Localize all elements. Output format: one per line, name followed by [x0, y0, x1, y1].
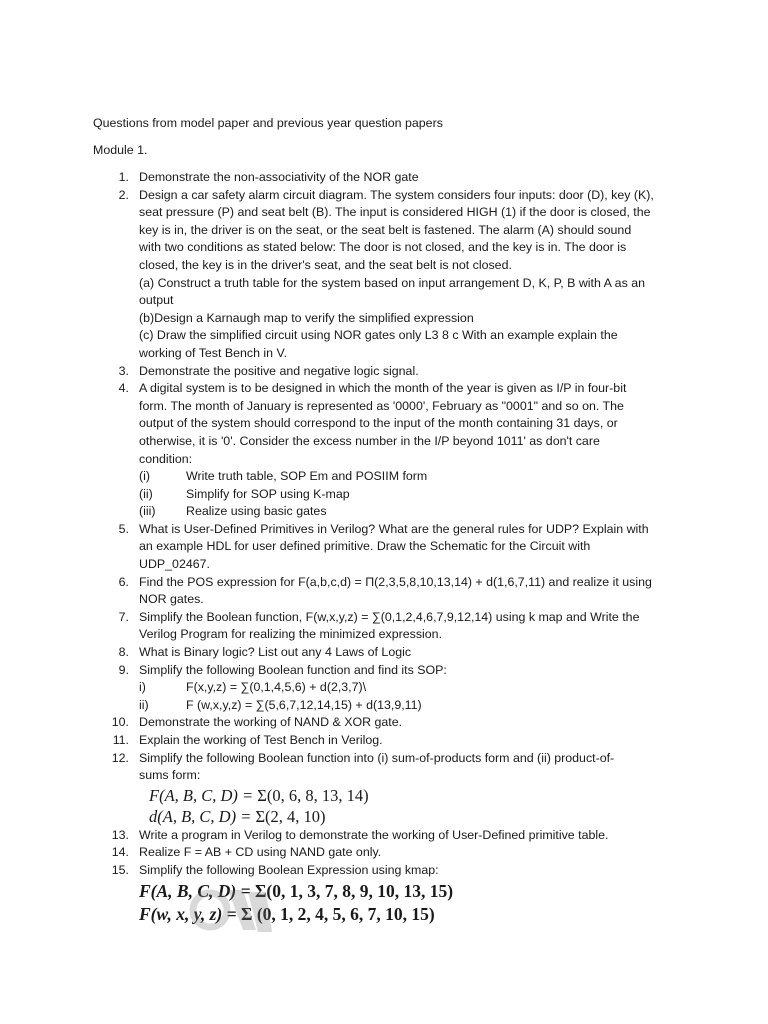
question-item — [0, 644, 669, 662]
question-text-line: working of Test Bench in V. — [139, 345, 288, 360]
question-text-line: condition: — [139, 451, 193, 466]
question-text-line: (a) Construct a truth table for the system based on input arrangement D, K, P, B with A as an — [139, 275, 645, 290]
question-number: 13. — [111, 827, 129, 842]
question-number: 3. — [118, 363, 129, 378]
question-item — [0, 827, 669, 845]
question-number: 15. — [111, 862, 129, 877]
question-number: 9. — [118, 662, 129, 677]
math-formula — [139, 880, 669, 903]
question-text-line: output of the system should correspond to the input of the month containing 31 days, or — [139, 416, 618, 431]
sub-question — [139, 486, 669, 504]
question-text-line: Demonstrate the non-associativity of the NOR gate — [139, 170, 419, 184]
sub-question-text: Write truth table, SOP Em and POSIIM form — [186, 469, 428, 484]
question-text-line: Explain the working of Test Bench in Verilog. — [139, 733, 383, 747]
sub-question — [139, 697, 669, 715]
sub-question-text: F(x,y,z) = ∑(0,1,4,5,6) + d(2,3,7)\ — [186, 680, 367, 695]
question-number: 12. — [111, 750, 129, 765]
question-text-line: otherwise, it is '0'. Consider the excess number in the I/P beyond 1011' as don't care — [139, 433, 600, 448]
question-item — [0, 714, 669, 732]
question-text-line: Simplify the following Boolean function and find its SOP: — [139, 662, 447, 677]
question-item — [0, 662, 669, 715]
question-item — [0, 363, 669, 381]
question-text-line: an example HDL for user defined primitive. Draw the Schematic for the Circuit with — [139, 539, 591, 554]
question-item — [0, 380, 669, 521]
question-text-line: Demonstrate the positive and negative logic signal. — [139, 363, 419, 378]
question-text-line: UDP_02467. — [139, 557, 210, 572]
sub-question-text: Realize using basic gates — [186, 504, 327, 519]
question-item — [0, 862, 669, 926]
question-text-line: Design a car safety alarm circuit diagram. The system considers four inputs: door (D), key (K), — [139, 187, 654, 202]
sub-question-label: ii) — [139, 697, 149, 712]
question-item — [0, 169, 669, 187]
math-formula — [139, 785, 669, 806]
sub-question — [139, 468, 669, 486]
sub-question-label: (ii) — [139, 486, 153, 501]
question-number: 6. — [118, 574, 129, 589]
sub-question-text: Simplify for SOP using K-map — [186, 486, 350, 501]
formula-rhs: Σ(0, 1, 3, 7, 8, 9, 10, 13, 15) — [254, 880, 454, 901]
question-list — [0, 169, 768, 926]
question-text-line: NOR gates. — [139, 592, 204, 607]
formula-rhs: Σ(0, 6, 8, 13, 14) — [257, 785, 369, 805]
question-text-line: Demonstrate the working of NAND & XOR gate. — [139, 715, 403, 730]
sub-question-text: F (w,x,y,z) = ∑(5,6,7,12,14,15) + d(13,9,11) — [186, 697, 422, 712]
question-text-line: What is User-Defined Primitives in Verilog? What are the general rules for UDP? Explain with — [139, 521, 649, 536]
sub-question — [139, 679, 669, 697]
question-text-line: with two conditions as stated below: The door is not closed, and the key is in. The door is — [139, 240, 627, 255]
question-text-line: Write a program in Verilog to demonstrate the working of User-Defined primitive table. — [139, 827, 609, 842]
question-item — [0, 187, 669, 363]
question-item — [0, 844, 669, 862]
formula-rhs: Σ(2, 4, 10) — [255, 806, 326, 826]
formula-rhs: Σ (0, 1, 2, 4, 5, 6, 7, 10, 15) — [241, 903, 435, 924]
question-text-line: Verilog Program for realizing the minimized expression. — [139, 627, 443, 642]
question-text-line: Simplify the following Boolean Expression using kmap: — [139, 862, 439, 877]
sub-question-label: (i) — [139, 469, 151, 484]
question-text-line: (c) Draw the simplified circuit using NOR gates only L3 8 c With an example explain the — [139, 328, 618, 343]
question-text-line: form. The month of January is represented as '0000', February as "0001" and so on. The — [139, 398, 624, 413]
question-item — [0, 732, 669, 750]
question-number: 5. — [118, 521, 129, 536]
question-text-line: Simplify the Boolean function, F(w,x,y,z) = ∑(0,1,2,4,6,7,9,12,14) using k map and Write the — [139, 609, 640, 624]
math-formula — [139, 806, 669, 827]
question-number: 10. — [111, 715, 129, 730]
question-number: 8. — [118, 645, 129, 660]
question-number: 7. — [118, 609, 129, 624]
question-item — [0, 750, 669, 827]
module-heading: Module 1. — [93, 143, 148, 157]
question-number: 1. — [118, 170, 129, 184]
question-number: 14. — [111, 845, 129, 860]
question-number: 4. — [118, 381, 129, 396]
formula-lhs: d(A, B, C, D) = — [149, 806, 256, 826]
sub-question-label: (iii) — [139, 504, 156, 519]
question-number: 2. — [118, 187, 129, 202]
question-text-line: Realize F = AB + CD using NAND gate only. — [139, 845, 382, 860]
question-text-line: What is Binary logic? List out any 4 Laws of Logic — [139, 645, 412, 660]
question-text-line: output — [139, 293, 174, 308]
formula-lhs: F(A, B, C, D) = — [139, 880, 255, 901]
question-text-line: Find the POS expression for F(a,b,c,d) = Π(2,3,5,8,10,13,14) + d(1,6,7,11) and realize it using — [139, 574, 652, 589]
question-number: 11. — [112, 733, 129, 747]
formula-lhs: F(A, B, C, D) = — [149, 785, 258, 805]
question-text-line: closed, the key is in the driver's seat, and the seat belt is not closed. — [139, 257, 512, 272]
formula-lhs: F(w, x, y, z) = — [139, 903, 242, 924]
question-text-line: Simplify the following Boolean function into (i) sum-of-products form and (ii) product-of- — [139, 750, 615, 765]
question-text-line: seat pressure (P) and seat belt (B). The input is considered HIGH (1) if the door is closed, the — [139, 205, 651, 220]
sub-question-label: i) — [139, 680, 146, 695]
question-item — [0, 521, 669, 574]
question-item — [0, 574, 669, 609]
question-text-line: A digital system is to be designed in which the month of the year is given as I/P in four-bit — [139, 381, 627, 396]
document-title: Questions from model paper and previous year question papers — [93, 116, 443, 130]
question-text-line: key is in, the driver is on the seat, or the seat belt is fastened. The alarm (A) should sound — [139, 222, 632, 237]
math-formula — [139, 903, 669, 926]
question-text-line: (b)Design a Karnaugh map to verify the simplified expression — [139, 310, 474, 325]
question-text-line: sums form: — [139, 768, 201, 783]
question-item — [0, 609, 669, 644]
sub-question — [139, 503, 669, 521]
